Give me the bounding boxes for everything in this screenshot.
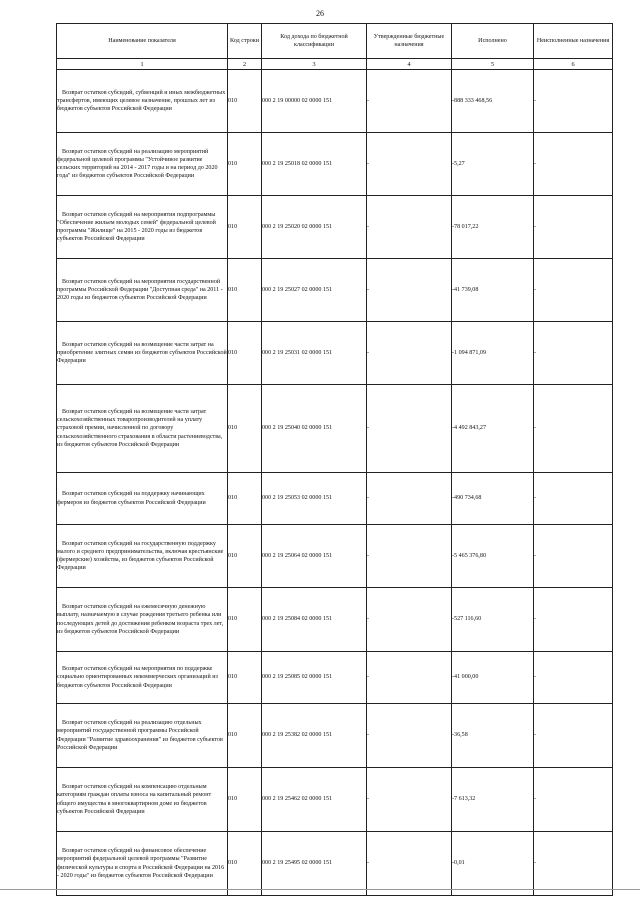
line-code-cell bbox=[228, 196, 262, 259]
unexecuted-amount: - bbox=[534, 732, 537, 739]
column-header: Утвержденные бюджетные назначения bbox=[367, 24, 452, 59]
unexecuted-amount-cell bbox=[534, 70, 613, 133]
approved-amount: - bbox=[367, 495, 370, 502]
executed-amount: -888 333 468,56 bbox=[452, 97, 493, 104]
line-code-cell bbox=[228, 259, 262, 322]
page-number: 26 bbox=[316, 9, 324, 18]
income-code-cell bbox=[262, 704, 370, 768]
executed-amount-cell bbox=[452, 652, 537, 704]
indicator-name-cell bbox=[57, 832, 228, 896]
unexecuted-amount: - bbox=[534, 796, 537, 803]
indicator-name: Возврат остатков субсидий на поддержку начинающих фермеров из бюджетов субъектов Российской Федерации bbox=[57, 491, 206, 506]
income-code-cell bbox=[262, 259, 370, 322]
approved-amount-cell bbox=[367, 259, 452, 322]
approved-amount: - bbox=[367, 160, 370, 167]
income-code: 000 2 19 25053 02 0000 151 bbox=[262, 495, 333, 502]
line-code-cell bbox=[228, 768, 262, 832]
executed-amount-cell bbox=[452, 832, 537, 896]
approved-amount-cell bbox=[367, 196, 452, 259]
indicator-name: Возврат остатков субсидий на мероприятия по поддержке социально ориентированных некоммерческих организаций из бюджетов субъектов Российской Федерации bbox=[57, 666, 218, 689]
approved-amount-cell bbox=[367, 588, 452, 652]
executed-amount-cell bbox=[452, 588, 537, 652]
line-code-cell bbox=[228, 70, 262, 133]
indicator-name-cell bbox=[57, 70, 228, 133]
line-code-cell bbox=[228, 133, 262, 196]
footer-rule bbox=[0, 889, 640, 890]
line-code: 010 bbox=[228, 674, 238, 681]
income-code-cell bbox=[262, 652, 370, 704]
approved-amount: - bbox=[367, 286, 370, 293]
line-code-cell bbox=[228, 588, 262, 652]
column-header: Код строки bbox=[228, 24, 262, 59]
table-row bbox=[57, 832, 613, 896]
column-header: Неисполненные назначения bbox=[534, 24, 613, 59]
unexecuted-amount-cell bbox=[534, 652, 613, 704]
executed-amount: -36,58 bbox=[452, 732, 468, 739]
approved-amount: - bbox=[367, 616, 370, 623]
approved-amount-cell bbox=[367, 473, 452, 525]
unexecuted-amount: - bbox=[534, 495, 537, 502]
table-row bbox=[57, 259, 613, 322]
approved-amount-cell bbox=[367, 70, 452, 133]
table-header-row bbox=[57, 24, 613, 59]
line-code-cell bbox=[228, 704, 262, 768]
approved-amount-cell bbox=[367, 768, 452, 832]
approved-amount-cell bbox=[367, 832, 452, 896]
income-code: 000 2 19 25020 02 0000 151 bbox=[262, 223, 333, 230]
indicator-name-cell bbox=[57, 704, 228, 768]
line-code: 010 bbox=[228, 286, 238, 293]
income-code: 000 2 19 25084 02 0000 151 bbox=[262, 616, 333, 623]
indicator-name-cell bbox=[57, 525, 228, 588]
line-code: 010 bbox=[228, 860, 238, 867]
unexecuted-amount: - bbox=[534, 552, 537, 559]
executed-amount: -527 116,60 bbox=[452, 616, 482, 623]
column-number: 5 bbox=[452, 59, 534, 70]
table-row bbox=[57, 652, 613, 704]
income-code-cell bbox=[262, 133, 370, 196]
unexecuted-amount: - bbox=[534, 160, 537, 167]
indicator-name: Возврат остатков субсидий на мероприятия подпрограммы "Обеспечение жильем молодых семей" федеральной целевой программы "Жилище" на 2015 - 2020 годы из бюджетов субъектов Российской Федерации bbox=[57, 211, 216, 243]
approved-amount: - bbox=[367, 796, 370, 803]
indicator-name: Возврат остатков субсидий на ежемесячную денежную выплату, назначаемую в случае рождения третьего ребенка или последующих детей до достижения ребенком возраста трех лет, из бюджетов субъектов Российской Федерации bbox=[57, 604, 224, 635]
line-code-cell bbox=[228, 525, 262, 588]
line-code: 010 bbox=[228, 425, 238, 432]
income-code-cell bbox=[262, 768, 370, 832]
approved-amount-cell bbox=[367, 704, 452, 768]
indicator-name-cell bbox=[57, 588, 228, 652]
approved-amount-cell bbox=[367, 133, 452, 196]
indicator-name-cell bbox=[57, 385, 228, 473]
executed-amount: -0,01 bbox=[452, 860, 465, 867]
income-code-cell bbox=[262, 196, 370, 259]
executed-amount: -4 492 843,27 bbox=[452, 425, 487, 432]
approved-amount: - bbox=[367, 349, 370, 356]
executed-amount: -5 465 376,80 bbox=[452, 552, 487, 559]
table-row bbox=[57, 133, 613, 196]
budget-report-table bbox=[56, 23, 613, 896]
indicator-name: Возврат остатков субсидий, субвенций и иных межбюджетных трансфертов, имеющих целевое назначение, прошлых лет из бюджетов субъектов Российской Федерации bbox=[57, 89, 226, 113]
income-code-cell bbox=[262, 832, 370, 896]
executed-amount: -1 094 871,09 bbox=[452, 349, 487, 356]
unexecuted-amount-cell bbox=[534, 768, 613, 832]
approved-amount: - bbox=[367, 223, 370, 230]
unexecuted-amount-cell bbox=[534, 259, 613, 322]
unexecuted-amount-cell bbox=[534, 704, 613, 768]
table-row bbox=[57, 70, 613, 133]
unexecuted-amount: - bbox=[534, 286, 537, 293]
executed-amount: -7 613,32 bbox=[452, 796, 476, 803]
table-row bbox=[57, 704, 613, 768]
approved-amount-cell bbox=[367, 652, 452, 704]
approved-amount: - bbox=[367, 732, 370, 739]
column-number: 1 bbox=[57, 59, 228, 70]
indicator-name-cell bbox=[57, 768, 228, 832]
executed-amount: -41 739,08 bbox=[452, 286, 479, 293]
income-code-cell bbox=[262, 588, 370, 652]
unexecuted-amount-cell bbox=[534, 832, 613, 896]
indicator-name-cell bbox=[57, 259, 228, 322]
table-row bbox=[57, 473, 613, 525]
unexecuted-amount: - bbox=[534, 860, 537, 867]
income-code: 000 2 19 25040 02 0000 151 bbox=[262, 425, 333, 432]
unexecuted-amount: - bbox=[534, 425, 537, 432]
line-code-cell bbox=[228, 652, 262, 704]
table-row bbox=[57, 588, 613, 652]
income-code: 000 2 19 25064 02 0000 151 bbox=[262, 552, 333, 559]
line-code-cell bbox=[228, 832, 262, 896]
unexecuted-amount-cell bbox=[534, 588, 613, 652]
line-code: 010 bbox=[228, 796, 238, 803]
approved-amount-cell bbox=[367, 322, 452, 385]
line-code: 010 bbox=[228, 732, 238, 739]
table-row bbox=[57, 385, 613, 473]
unexecuted-amount-cell bbox=[534, 133, 613, 196]
unexecuted-amount: - bbox=[534, 616, 537, 623]
unexecuted-amount-cell bbox=[534, 525, 613, 588]
indicator-name: Возврат остатков субсидий на финансовое обеспечение мероприятий федеральной целевой программы "Развитие физической культуры и спорта в Российской Федерации на 2016 - 2020 годы" из бюджетов субъектов Российской Федерации bbox=[57, 848, 225, 879]
executed-amount-cell bbox=[452, 473, 537, 525]
income-code-cell bbox=[262, 385, 370, 473]
line-code: 010 bbox=[228, 349, 238, 356]
indicator-name: Возврат остатков субсидий на мероприятия государственной программы Российской Федерации "Доступная среда" на 2011 - 2020 годы из бюджетов субъектов Российской Федерации bbox=[57, 278, 223, 302]
indicator-name: Возврат остатков субсидий на возмещение части затрат на приобретение элитных семян из бюджетов субъектов Российской Федерации bbox=[57, 341, 227, 365]
approved-amount: - bbox=[367, 860, 370, 867]
executed-amount: -5,27 bbox=[452, 160, 465, 167]
approved-amount-cell bbox=[367, 525, 452, 588]
column-header: Наименование показателя bbox=[57, 24, 228, 59]
indicator-name-cell bbox=[57, 133, 228, 196]
executed-amount: -490 734,68 bbox=[452, 495, 482, 502]
income-code: 000 2 19 25382 02 0000 151 bbox=[262, 732, 333, 739]
line-code: 010 bbox=[228, 160, 238, 167]
indicator-name-cell bbox=[57, 322, 228, 385]
line-code-cell bbox=[228, 385, 262, 473]
indicator-name-cell bbox=[57, 196, 228, 259]
income-code: 000 2 19 25027 02 0000 151 bbox=[262, 286, 333, 293]
line-code: 010 bbox=[228, 97, 238, 104]
line-code-cell bbox=[228, 473, 262, 525]
line-code: 010 bbox=[228, 495, 238, 502]
unexecuted-amount: - bbox=[534, 223, 537, 230]
executed-amount: -41 000,00 bbox=[452, 674, 479, 681]
line-code-cell bbox=[228, 322, 262, 385]
indicator-name: Возврат остатков субсидий на возмещение части затрат сельскохозяйственных товаропроизводителей на уплату страховой премии, начисленной по договору сельскохозяйственного страхования в области растениеводства, из бюджетов субъектов Российской Федерации bbox=[57, 409, 223, 448]
table-row bbox=[57, 768, 613, 832]
executed-amount-cell bbox=[452, 196, 537, 259]
executed-amount-cell bbox=[452, 768, 537, 832]
income-code-cell bbox=[262, 322, 370, 385]
unexecuted-amount: - bbox=[534, 674, 537, 681]
approved-amount: - bbox=[367, 97, 370, 104]
table-row bbox=[57, 196, 613, 259]
line-code: 010 bbox=[228, 552, 238, 559]
table-row bbox=[57, 322, 613, 385]
executed-amount-cell bbox=[452, 704, 537, 768]
income-code: 000 2 19 25085 02 0000 151 bbox=[262, 674, 333, 681]
unexecuted-amount-cell bbox=[534, 385, 613, 473]
unexecuted-amount: - bbox=[534, 97, 537, 104]
executed-amount-cell bbox=[452, 385, 537, 473]
income-code-cell bbox=[262, 473, 370, 525]
approved-amount: - bbox=[367, 425, 370, 432]
column-header: Исполнено bbox=[452, 24, 534, 59]
unexecuted-amount-cell bbox=[534, 322, 613, 385]
executed-amount: -78 017,22 bbox=[452, 223, 479, 230]
column-header: Код дохода по бюджетной классификации bbox=[262, 24, 367, 59]
executed-amount-cell bbox=[452, 133, 537, 196]
income-code: 000 2 19 25018 02 0000 151 bbox=[262, 160, 333, 167]
income-code-cell bbox=[262, 70, 370, 133]
income-code: 000 2 19 25462 02 0000 151 bbox=[262, 796, 333, 803]
income-code-cell bbox=[262, 525, 370, 588]
indicator-name: Возврат остатков субсидий на реализацию мероприятий федеральной целевой программы "Устойчивое развитие сельских территорий на 2014 - 2017 годы и на период до 2020 года" из бюджетов субъектов Российской Федерации bbox=[57, 148, 218, 180]
approved-amount-cell bbox=[367, 385, 452, 473]
unexecuted-amount: - bbox=[534, 349, 537, 356]
column-number: 4 bbox=[367, 59, 452, 70]
executed-amount-cell bbox=[452, 525, 537, 588]
indicator-name: Возврат остатков субсидий на реализацию отдельных мероприятий государственной программы Российской Федерации "Развитие здравоохранения" из бюджетов субъектов Российской Федерации bbox=[57, 720, 223, 751]
executed-amount-cell bbox=[452, 259, 537, 322]
unexecuted-amount-cell bbox=[534, 473, 613, 525]
column-number: 3 bbox=[262, 59, 367, 70]
indicator-name: Возврат остатков субсидий на компенсацию отдельным категориям граждан оплаты взноса на капитальный ремонт общего имущества в многоквартирном доме из бюджетов субъектов Российской Федерации bbox=[57, 784, 212, 815]
column-number: 2 bbox=[228, 59, 262, 70]
income-code: 000 2 19 25031 02 0000 151 bbox=[262, 349, 333, 356]
approved-amount: - bbox=[367, 674, 370, 681]
executed-amount-cell bbox=[452, 70, 537, 133]
income-code: 000 2 19 00000 02 0000 151 bbox=[262, 97, 333, 104]
executed-amount-cell bbox=[452, 322, 537, 385]
table-row bbox=[57, 525, 613, 588]
line-code: 010 bbox=[228, 616, 238, 623]
indicator-name: Возврат остатков субсидий на государственную поддержку малого и среднего предпринимательства, включая крестьянские (фермерские) хозяйства, из бюджетов субъектов Российской Федерации bbox=[57, 540, 224, 572]
column-number: 6 bbox=[534, 59, 613, 70]
indicator-name-cell bbox=[57, 473, 228, 525]
column-number-row bbox=[57, 59, 613, 70]
income-code: 000 2 19 25495 02 0000 151 bbox=[262, 860, 333, 867]
indicator-name-cell bbox=[57, 652, 228, 704]
approved-amount: - bbox=[367, 552, 370, 559]
unexecuted-amount-cell bbox=[534, 196, 613, 259]
line-code: 010 bbox=[228, 223, 238, 230]
